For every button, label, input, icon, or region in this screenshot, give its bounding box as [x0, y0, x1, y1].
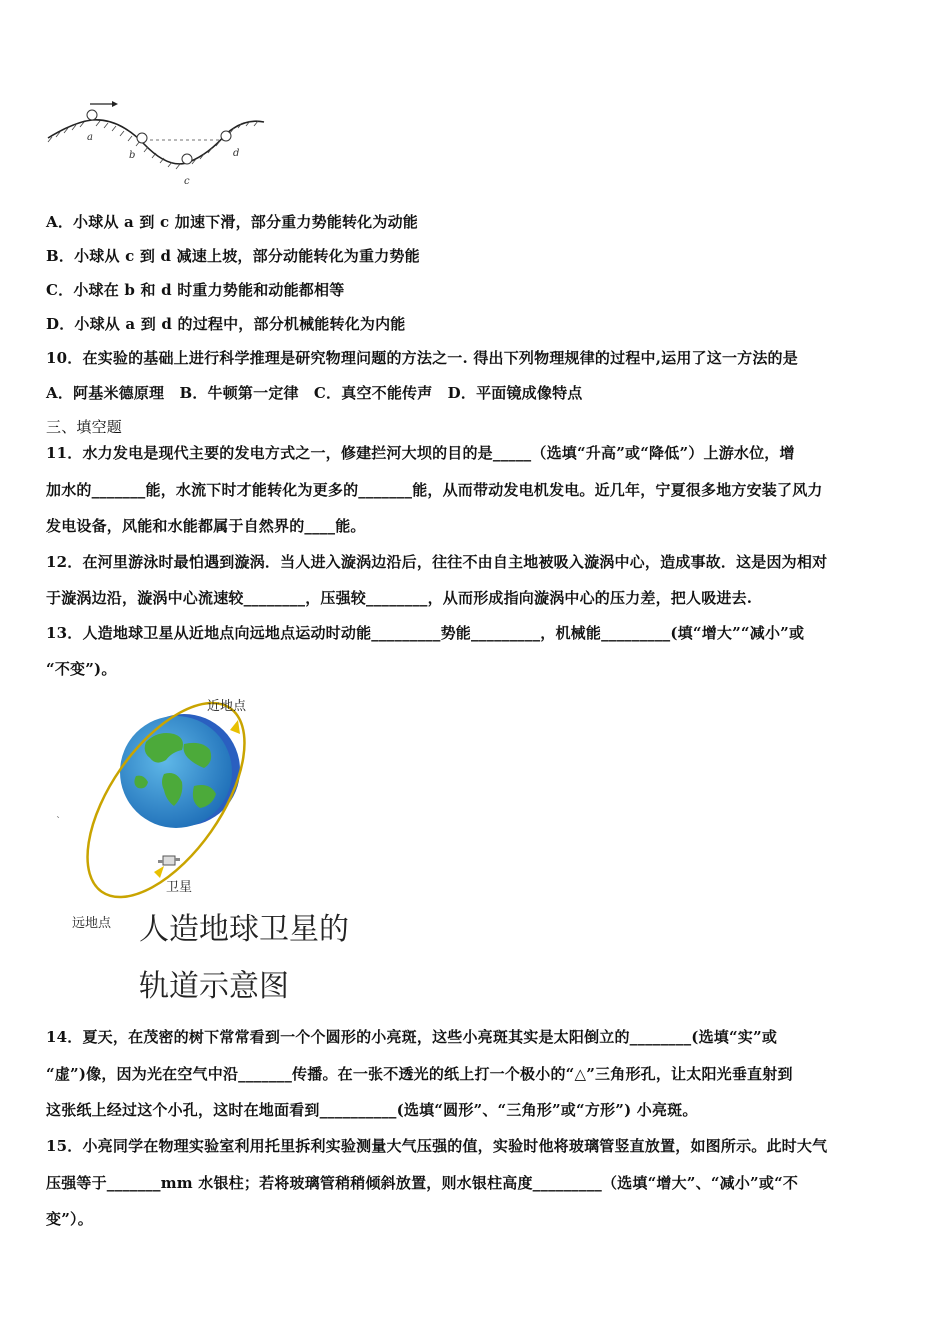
track-figure	[44, 96, 274, 192]
ball-c	[182, 154, 192, 164]
satellite-icon	[158, 856, 180, 865]
label-d: d	[233, 148, 240, 159]
orbit-arrow-bottom	[154, 866, 164, 878]
q14-line-1: 14．夏天，在茂密的树下常常看到一个个圆形的小亮斑，这些小亮斑其实是太阳倒立的________(选填“实”或	[46, 1028, 778, 1046]
perigee-label: 近地点	[207, 699, 247, 714]
label-c: c	[184, 176, 190, 187]
q12-line-1: 12．在河里游泳时最怕遇到漩涡．当人进入漩涡边沿后，往往不由自主地被吸入漩涡中心，造成事故．这是因为相对	[46, 553, 828, 571]
earth-globe	[120, 716, 232, 828]
figure-caption-line-1: 人造地球卫星的	[139, 912, 349, 947]
orbit-arrow-top	[230, 720, 240, 734]
ball-a	[87, 110, 97, 120]
q13-line-1: 13．人造地球卫星从近地点向远地点运动时动能_________势能_________，机械能_________(填“增大”“减小”或	[46, 624, 805, 642]
satellite-label: 卫星	[166, 880, 193, 895]
q14-line-2: “虚”)像，因为光在空气中沿_______传播。在一张不透光的纸上打一个极小的“△”三角形孔，让太阳光垂直射到	[46, 1065, 793, 1083]
track-hatch	[48, 121, 258, 169]
q9-option-c: C．小球在 b 和 d 时重力势能和动能都相等	[46, 281, 345, 299]
q15-line-1: 15．小亮同学在物理实验室利用托里拆利实验测量大气压强的值，实验时他将玻璃管竖直放置，如图所示。此时大气	[46, 1137, 828, 1155]
ball-d	[221, 131, 231, 141]
label-a: a	[87, 132, 93, 143]
q9-option-d: D．小球从 a 到 d 的过程中，部分机械能转化为内能	[46, 315, 406, 333]
svg-text:`: `	[56, 816, 61, 827]
label-b: b	[129, 150, 136, 161]
q9-option-b: B．小球从 c 到 d 减速上坡，部分动能转化为重力势能	[46, 247, 420, 265]
q12-line-2: 于漩涡边沿，漩涡中心流速较________，压强较________，从而形成指向漩涡中心的压力差，把人吸进去.	[46, 589, 753, 607]
q15-line-2: 压强等于_______mm 水银柱；若将玻璃管稍稍倾斜放置，则水银柱高度_________（选填“增大”、“减小”或“不	[46, 1174, 799, 1192]
q9-option-a: A．小球从 a 到 c 加速下滑，部分重力势能转化为动能	[46, 213, 418, 231]
satellite-orbit-figure	[54, 690, 354, 930]
q13-line-2: “不变”)。	[46, 660, 117, 678]
apogee-label: 远地点	[72, 916, 112, 931]
q11-line-1: 11．水力发电是现代主要的发电方式之一，修建拦河大坝的目的是_____（选填“升高”或“降低”）上游水位，增	[46, 444, 795, 462]
q15-line-3: 变”）。	[46, 1210, 93, 1228]
q10-stem: 10．在实验的基础上进行科学推理是研究物理问题的方法之一. 得出下列物理规律的过程中,运用了这一方法的是	[46, 349, 798, 367]
q10-options: A．阿基米德原理 B．牛顿第一定律 C．真空不能传声 D．平面镜成像特点	[46, 384, 583, 402]
section-header: 三、填空题	[46, 418, 123, 436]
q11-line-3: 发电设备，风能和水能都属于自然界的____能。	[46, 517, 366, 535]
figure-caption-line-2: 轨道示意图	[139, 969, 289, 1004]
q11-line-2: 加水的_______能，水流下时才能转化为更多的_______能，从而带动发电机发电。近几年，宁夏很多地方安装了风力	[46, 481, 823, 499]
ball-b	[137, 133, 147, 143]
q14-line-3: 这张纸上经过这个小孔，这时在地面看到__________(选填“圆形”、“三角形”或“方形”) 小亮斑。	[46, 1101, 698, 1119]
